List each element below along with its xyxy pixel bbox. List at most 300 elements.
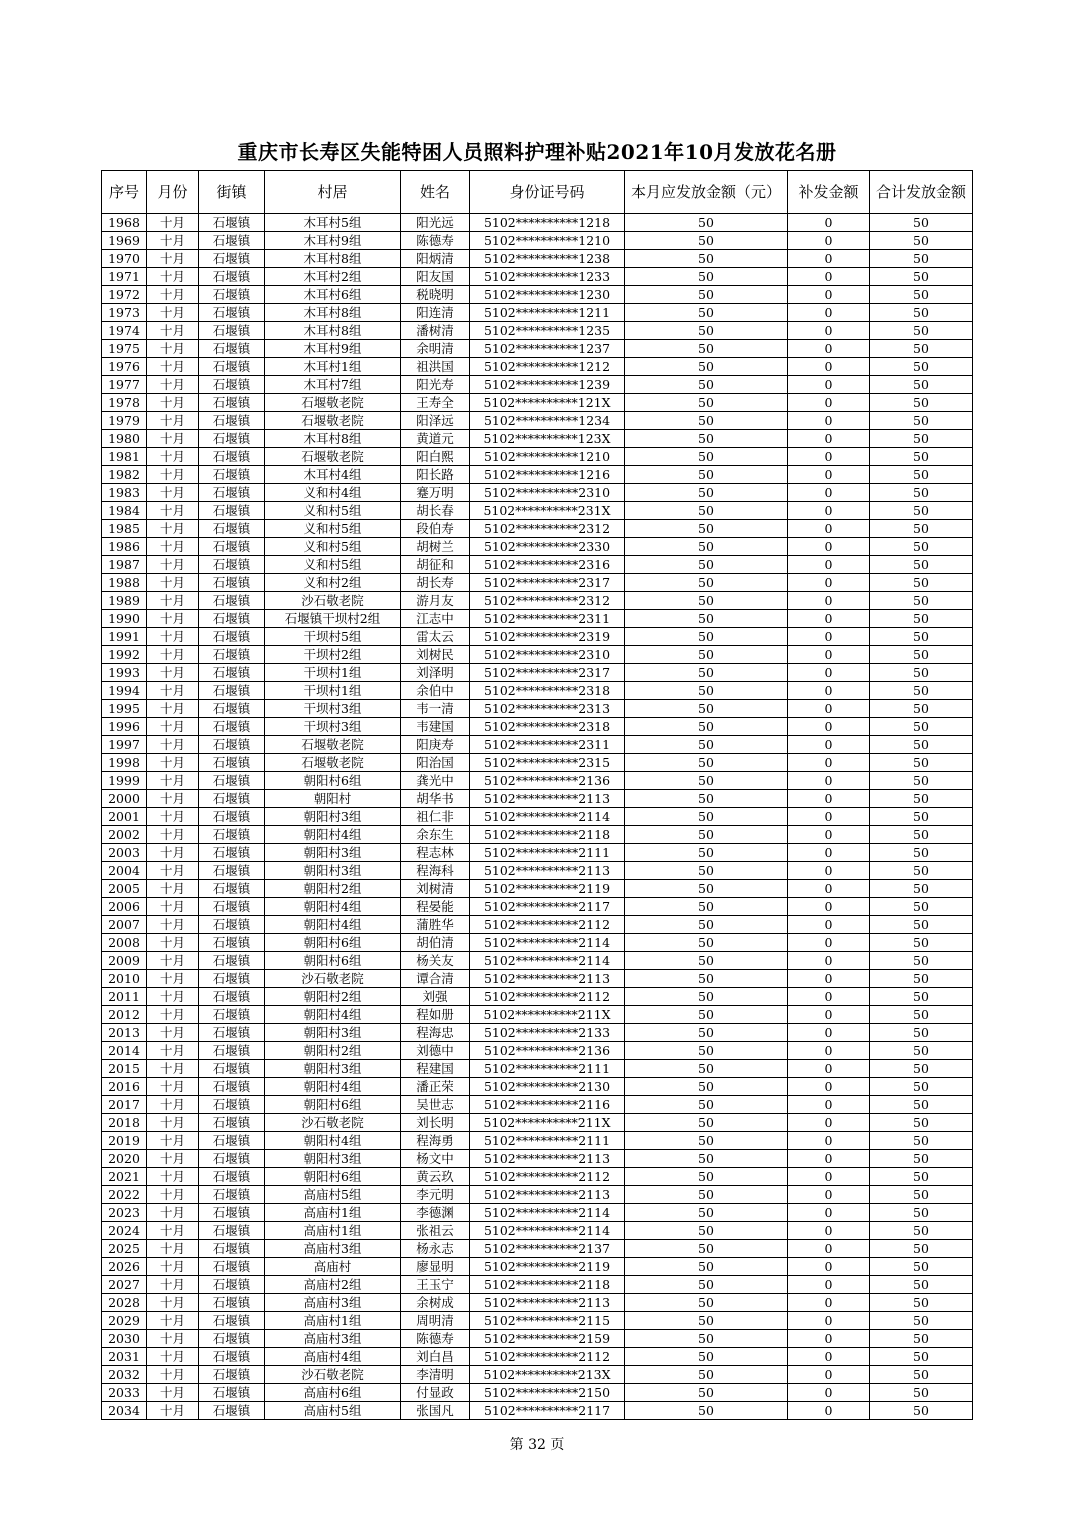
- cell-id-number: 5102**********2159: [470, 1330, 625, 1348]
- cell-serial: 2023: [102, 1204, 147, 1222]
- cell-month: 十月: [147, 934, 199, 952]
- cell-serial: 2025: [102, 1240, 147, 1258]
- table-row: [102, 628, 973, 646]
- cell-month: 十月: [147, 844, 199, 862]
- cell-serial: 2032: [102, 1366, 147, 1384]
- cell-total-amount: 50: [870, 268, 973, 286]
- table-row: [102, 448, 973, 466]
- cell-name: 黄云玖: [401, 1168, 470, 1186]
- cell-monthly-amount: 50: [625, 1042, 788, 1060]
- cell-name: 潘正荣: [401, 1078, 470, 1096]
- cell-village: 木耳村8组: [265, 322, 401, 340]
- cell-monthly-amount: 50: [625, 1348, 788, 1366]
- cell-monthly-amount: 50: [625, 898, 788, 916]
- cell-monthly-amount: 50: [625, 916, 788, 934]
- cell-monthly-amount: 50: [625, 1312, 788, 1330]
- cell-month: 十月: [147, 322, 199, 340]
- cell-village: 义和村4组: [265, 484, 401, 502]
- cell-month: 十月: [147, 250, 199, 268]
- cell-name: 程如册: [401, 1006, 470, 1024]
- cell-id-number: 5102**********2319: [470, 628, 625, 646]
- cell-town: 石堰镇: [199, 790, 265, 808]
- table-row: [102, 466, 973, 484]
- cell-id-number: 5102**********211X: [470, 1006, 625, 1024]
- cell-total-amount: 50: [870, 754, 973, 772]
- cell-monthly-amount: 50: [625, 1384, 788, 1402]
- cell-village: 高庙村3组: [265, 1294, 401, 1312]
- cell-total-amount: 50: [870, 304, 973, 322]
- cell-total-amount: 50: [870, 772, 973, 790]
- cell-town: 石堰镇: [199, 1402, 265, 1420]
- cell-village: 高庙村5组: [265, 1402, 401, 1420]
- cell-serial: 1993: [102, 664, 147, 682]
- cell-supplement-amount: 0: [788, 1186, 870, 1204]
- cell-town: 石堰镇: [199, 484, 265, 502]
- cell-serial: 2005: [102, 880, 147, 898]
- cell-month: 十月: [147, 1168, 199, 1186]
- cell-monthly-amount: 50: [625, 574, 788, 592]
- cell-serial: 2028: [102, 1294, 147, 1312]
- cell-village: 朝阳村4组: [265, 1078, 401, 1096]
- cell-total-amount: 50: [870, 610, 973, 628]
- cell-town: 石堰镇: [199, 286, 265, 304]
- table-row: [102, 1258, 973, 1276]
- cell-total-amount: 50: [870, 1150, 973, 1168]
- cell-total-amount: 50: [870, 250, 973, 268]
- cell-name: 胡征和: [401, 556, 470, 574]
- cell-total-amount: 50: [870, 862, 973, 880]
- cell-name: 潘树清: [401, 322, 470, 340]
- cell-supplement-amount: 0: [788, 1294, 870, 1312]
- cell-id-number: 5102**********1237: [470, 340, 625, 358]
- cell-name: 程志林: [401, 844, 470, 862]
- cell-name: 胡华书: [401, 790, 470, 808]
- cell-month: 十月: [147, 538, 199, 556]
- cell-month: 十月: [147, 610, 199, 628]
- header-town: 街镇: [199, 171, 265, 214]
- table-row: [102, 1402, 973, 1420]
- cell-village: 干坝村3组: [265, 700, 401, 718]
- cell-town: 石堰镇: [199, 376, 265, 394]
- cell-monthly-amount: 50: [625, 610, 788, 628]
- cell-total-amount: 50: [870, 322, 973, 340]
- cell-name: 段伯寿: [401, 520, 470, 538]
- cell-id-number: 5102**********123X: [470, 430, 625, 448]
- cell-supplement-amount: 0: [788, 286, 870, 304]
- table-row: [102, 808, 973, 826]
- roster-table: [101, 170, 973, 1420]
- cell-month: 十月: [147, 1402, 199, 1420]
- cell-village: 义和村5组: [265, 556, 401, 574]
- table-row: [102, 1168, 973, 1186]
- cell-monthly-amount: 50: [625, 628, 788, 646]
- cell-serial: 1972: [102, 286, 147, 304]
- table-row: [102, 718, 973, 736]
- cell-id-number: 5102**********2119: [470, 1258, 625, 1276]
- cell-supplement-amount: 0: [788, 304, 870, 322]
- cell-supplement-amount: 0: [788, 322, 870, 340]
- cell-serial: 1988: [102, 574, 147, 592]
- cell-total-amount: 50: [870, 232, 973, 250]
- cell-total-amount: 50: [870, 790, 973, 808]
- cell-id-number: 5102**********2113: [470, 790, 625, 808]
- cell-supplement-amount: 0: [788, 556, 870, 574]
- cell-serial: 1982: [102, 466, 147, 484]
- cell-village: 朝阳村6组: [265, 1168, 401, 1186]
- cell-village: 木耳村9组: [265, 340, 401, 358]
- cell-monthly-amount: 50: [625, 1294, 788, 1312]
- cell-total-amount: 50: [870, 808, 973, 826]
- cell-village: 朝阳村: [265, 790, 401, 808]
- cell-id-number: 5102**********2317: [470, 664, 625, 682]
- cell-village: 木耳村9组: [265, 232, 401, 250]
- cell-village: 高庙村5组: [265, 1186, 401, 1204]
- cell-supplement-amount: 0: [788, 1276, 870, 1294]
- cell-serial: 2027: [102, 1276, 147, 1294]
- cell-name: 胡树兰: [401, 538, 470, 556]
- cell-town: 石堰镇: [199, 1348, 265, 1366]
- cell-id-number: 5102**********2112: [470, 988, 625, 1006]
- cell-month: 十月: [147, 664, 199, 682]
- cell-name: 刘树民: [401, 646, 470, 664]
- cell-monthly-amount: 50: [625, 718, 788, 736]
- cell-id-number: 5102**********2312: [470, 520, 625, 538]
- cell-total-amount: 50: [870, 1294, 973, 1312]
- table-row: [102, 1042, 973, 1060]
- cell-town: 石堰镇: [199, 1240, 265, 1258]
- cell-monthly-amount: 50: [625, 376, 788, 394]
- cell-total-amount: 50: [870, 466, 973, 484]
- cell-name: 程海勇: [401, 1132, 470, 1150]
- cell-month: 十月: [147, 1330, 199, 1348]
- cell-month: 十月: [147, 646, 199, 664]
- table-row: [102, 1222, 973, 1240]
- cell-month: 十月: [147, 880, 199, 898]
- cell-id-number: 5102**********2330: [470, 538, 625, 556]
- table-row: [102, 1114, 973, 1132]
- cell-total-amount: 50: [870, 916, 973, 934]
- cell-id-number: 5102**********2114: [470, 1222, 625, 1240]
- cell-village: 高庙村3组: [265, 1330, 401, 1348]
- cell-serial: 2006: [102, 898, 147, 916]
- cell-supplement-amount: 0: [788, 1240, 870, 1258]
- cell-supplement-amount: 0: [788, 1312, 870, 1330]
- cell-name: 刘泽明: [401, 664, 470, 682]
- cell-monthly-amount: 50: [625, 1168, 788, 1186]
- cell-month: 十月: [147, 1132, 199, 1150]
- cell-month: 十月: [147, 1348, 199, 1366]
- cell-village: 义和村2组: [265, 574, 401, 592]
- cell-town: 石堰镇: [199, 304, 265, 322]
- cell-name: 祖仁非: [401, 808, 470, 826]
- cell-name: 税晓明: [401, 286, 470, 304]
- cell-town: 石堰镇: [199, 628, 265, 646]
- cell-total-amount: 50: [870, 934, 973, 952]
- cell-name: 阳连清: [401, 304, 470, 322]
- cell-month: 十月: [147, 682, 199, 700]
- cell-supplement-amount: 0: [788, 1042, 870, 1060]
- cell-monthly-amount: 50: [625, 970, 788, 988]
- cell-name: 李德渊: [401, 1204, 470, 1222]
- cell-id-number: 5102**********1210: [470, 448, 625, 466]
- cell-serial: 2012: [102, 1006, 147, 1024]
- cell-month: 十月: [147, 592, 199, 610]
- cell-total-amount: 50: [870, 214, 973, 232]
- cell-id-number: 5102**********2112: [470, 916, 625, 934]
- cell-monthly-amount: 50: [625, 1150, 788, 1168]
- table-row: [102, 1312, 973, 1330]
- cell-month: 十月: [147, 1276, 199, 1294]
- cell-village: 高庙村1组: [265, 1204, 401, 1222]
- cell-id-number: 5102**********2114: [470, 1204, 625, 1222]
- cell-village: 木耳村8组: [265, 304, 401, 322]
- cell-name: 雷太云: [401, 628, 470, 646]
- cell-month: 十月: [147, 772, 199, 790]
- cell-monthly-amount: 50: [625, 556, 788, 574]
- cell-name: 阳光寿: [401, 376, 470, 394]
- cell-supplement-amount: 0: [788, 1006, 870, 1024]
- cell-supplement-amount: 0: [788, 754, 870, 772]
- cell-town: 石堰镇: [199, 1096, 265, 1114]
- cell-month: 十月: [147, 1294, 199, 1312]
- table-row: [102, 538, 973, 556]
- cell-name: 刘白昌: [401, 1348, 470, 1366]
- cell-town: 石堰镇: [199, 1060, 265, 1078]
- cell-id-number: 5102**********2113: [470, 1186, 625, 1204]
- cell-serial: 1980: [102, 430, 147, 448]
- cell-month: 十月: [147, 916, 199, 934]
- cell-id-number: 5102**********2317: [470, 574, 625, 592]
- cell-id-number: 5102**********1211: [470, 304, 625, 322]
- cell-id-number: 5102**********2150: [470, 1384, 625, 1402]
- cell-month: 十月: [147, 556, 199, 574]
- cell-town: 石堰镇: [199, 1150, 265, 1168]
- cell-supplement-amount: 0: [788, 898, 870, 916]
- cell-supplement-amount: 0: [788, 844, 870, 862]
- cell-village: 石堰敬老院: [265, 448, 401, 466]
- cell-id-number: 5102**********2111: [470, 844, 625, 862]
- cell-name: 胡伯清: [401, 934, 470, 952]
- table-row: [102, 790, 973, 808]
- cell-village: 木耳村2组: [265, 268, 401, 286]
- cell-id-number: 5102**********1234: [470, 412, 625, 430]
- cell-name: 程晏能: [401, 898, 470, 916]
- cell-name: 胡长寿: [401, 574, 470, 592]
- cell-supplement-amount: 0: [788, 574, 870, 592]
- cell-town: 石堰镇: [199, 322, 265, 340]
- cell-village: 石堰敬老院: [265, 736, 401, 754]
- cell-name: 杨永志: [401, 1240, 470, 1258]
- cell-town: 石堰镇: [199, 754, 265, 772]
- cell-name: 李清明: [401, 1366, 470, 1384]
- cell-village: 高庙村1组: [265, 1312, 401, 1330]
- table-row: [102, 1060, 973, 1078]
- cell-village: 石堰镇干坝村2组: [265, 610, 401, 628]
- cell-name: 刘树清: [401, 880, 470, 898]
- table-row: [102, 268, 973, 286]
- table-row: [102, 1186, 973, 1204]
- cell-village: 朝阳村4组: [265, 916, 401, 934]
- cell-town: 石堰镇: [199, 664, 265, 682]
- cell-village: 高庙村: [265, 1258, 401, 1276]
- cell-total-amount: 50: [870, 880, 973, 898]
- table-row: [102, 646, 973, 664]
- cell-supplement-amount: 0: [788, 412, 870, 430]
- cell-town: 石堰镇: [199, 1330, 265, 1348]
- cell-village: 干坝村1组: [265, 682, 401, 700]
- cell-serial: 1979: [102, 412, 147, 430]
- cell-monthly-amount: 50: [625, 862, 788, 880]
- cell-name: 陈德寿: [401, 232, 470, 250]
- cell-total-amount: 50: [870, 520, 973, 538]
- cell-serial: 2031: [102, 1348, 147, 1366]
- cell-town: 石堰镇: [199, 826, 265, 844]
- cell-town: 石堰镇: [199, 268, 265, 286]
- cell-total-amount: 50: [870, 556, 973, 574]
- cell-serial: 2029: [102, 1312, 147, 1330]
- cell-name: 阳庚寿: [401, 736, 470, 754]
- header-village: 村居: [265, 171, 401, 214]
- cell-id-number: 5102**********1233: [470, 268, 625, 286]
- cell-total-amount: 50: [870, 430, 973, 448]
- table-row: [102, 322, 973, 340]
- cell-village: 朝阳村4组: [265, 1006, 401, 1024]
- cell-supplement-amount: 0: [788, 430, 870, 448]
- cell-id-number: 5102**********2113: [470, 1294, 625, 1312]
- cell-serial: 1981: [102, 448, 147, 466]
- cell-name: 阳炳清: [401, 250, 470, 268]
- cell-monthly-amount: 50: [625, 1258, 788, 1276]
- cell-supplement-amount: 0: [788, 808, 870, 826]
- cell-serial: 2019: [102, 1132, 147, 1150]
- cell-id-number: 5102**********1218: [470, 214, 625, 232]
- table-row: [102, 556, 973, 574]
- cell-month: 十月: [147, 340, 199, 358]
- cell-serial: 1994: [102, 682, 147, 700]
- cell-village: 朝阳村3组: [265, 1150, 401, 1168]
- cell-monthly-amount: 50: [625, 538, 788, 556]
- cell-total-amount: 50: [870, 1096, 973, 1114]
- cell-town: 石堰镇: [199, 1186, 265, 1204]
- cell-name: 阳治国: [401, 754, 470, 772]
- table-row: [102, 682, 973, 700]
- cell-supplement-amount: 0: [788, 736, 870, 754]
- cell-id-number: 5102**********2310: [470, 646, 625, 664]
- cell-supplement-amount: 0: [788, 610, 870, 628]
- cell-total-amount: 50: [870, 628, 973, 646]
- cell-name: 杨文中: [401, 1150, 470, 1168]
- cell-supplement-amount: 0: [788, 862, 870, 880]
- cell-month: 十月: [147, 286, 199, 304]
- cell-supplement-amount: 0: [788, 1078, 870, 1096]
- cell-month: 十月: [147, 1258, 199, 1276]
- cell-supplement-amount: 0: [788, 1384, 870, 1402]
- cell-village: 石堰敬老院: [265, 394, 401, 412]
- cell-village: 朝阳村4组: [265, 826, 401, 844]
- cell-village: 木耳村8组: [265, 430, 401, 448]
- cell-serial: 2013: [102, 1024, 147, 1042]
- cell-town: 石堰镇: [199, 556, 265, 574]
- cell-name: 周明清: [401, 1312, 470, 1330]
- cell-name: 廖显明: [401, 1258, 470, 1276]
- cell-serial: 1992: [102, 646, 147, 664]
- table-row: [102, 844, 973, 862]
- cell-id-number: 5102**********2133: [470, 1024, 625, 1042]
- cell-name: 张祖云: [401, 1222, 470, 1240]
- table-row: [102, 862, 973, 880]
- cell-serial: 1984: [102, 502, 147, 520]
- cell-month: 十月: [147, 808, 199, 826]
- cell-id-number: 5102**********2311: [470, 736, 625, 754]
- cell-town: 石堰镇: [199, 610, 265, 628]
- cell-supplement-amount: 0: [788, 232, 870, 250]
- cell-monthly-amount: 50: [625, 1186, 788, 1204]
- table-header-row: [102, 171, 973, 214]
- cell-supplement-amount: 0: [788, 394, 870, 412]
- cell-supplement-amount: 0: [788, 250, 870, 268]
- cell-town: 石堰镇: [199, 232, 265, 250]
- cell-monthly-amount: 50: [625, 664, 788, 682]
- cell-month: 十月: [147, 430, 199, 448]
- cell-name: 黄道元: [401, 430, 470, 448]
- cell-town: 石堰镇: [199, 880, 265, 898]
- cell-total-amount: 50: [870, 1060, 973, 1078]
- cell-id-number: 5102**********2111: [470, 1060, 625, 1078]
- cell-name: 祖洪国: [401, 358, 470, 376]
- cell-town: 石堰镇: [199, 1024, 265, 1042]
- cell-month: 十月: [147, 988, 199, 1006]
- cell-village: 朝阳村2组: [265, 880, 401, 898]
- cell-name: 阳泽远: [401, 412, 470, 430]
- header-monthly-amount: 本月应发放金额（元）: [625, 171, 788, 214]
- cell-monthly-amount: 50: [625, 934, 788, 952]
- cell-total-amount: 50: [870, 1348, 973, 1366]
- cell-id-number: 5102**********2115: [470, 1312, 625, 1330]
- cell-monthly-amount: 50: [625, 286, 788, 304]
- cell-supplement-amount: 0: [788, 484, 870, 502]
- cell-village: 木耳村6组: [265, 286, 401, 304]
- table-row: [102, 1204, 973, 1222]
- table-row: [102, 1384, 973, 1402]
- cell-month: 十月: [147, 268, 199, 286]
- cell-total-amount: 50: [870, 970, 973, 988]
- cell-month: 十月: [147, 1312, 199, 1330]
- cell-total-amount: 50: [870, 1258, 973, 1276]
- cell-total-amount: 50: [870, 952, 973, 970]
- cell-town: 石堰镇: [199, 1132, 265, 1150]
- page-title: 重庆市长寿区失能特困人员照料护理补贴2021年10月发放花名册: [237, 140, 837, 164]
- cell-month: 十月: [147, 1024, 199, 1042]
- cell-supplement-amount: 0: [788, 970, 870, 988]
- cell-serial: 2014: [102, 1042, 147, 1060]
- cell-monthly-amount: 50: [625, 754, 788, 772]
- cell-town: 石堰镇: [199, 736, 265, 754]
- table-row: [102, 772, 973, 790]
- table-row: [102, 1006, 973, 1024]
- cell-town: 石堰镇: [199, 862, 265, 880]
- cell-month: 十月: [147, 394, 199, 412]
- cell-serial: 2034: [102, 1402, 147, 1420]
- header-total-amount: 合计发放金额: [870, 171, 973, 214]
- cell-supplement-amount: 0: [788, 448, 870, 466]
- cell-id-number: 5102**********2117: [470, 898, 625, 916]
- cell-month: 十月: [147, 1150, 199, 1168]
- table-row: [102, 1348, 973, 1366]
- cell-serial: 2026: [102, 1258, 147, 1276]
- cell-name: 韦建国: [401, 718, 470, 736]
- cell-serial: 1975: [102, 340, 147, 358]
- table-row: [102, 826, 973, 844]
